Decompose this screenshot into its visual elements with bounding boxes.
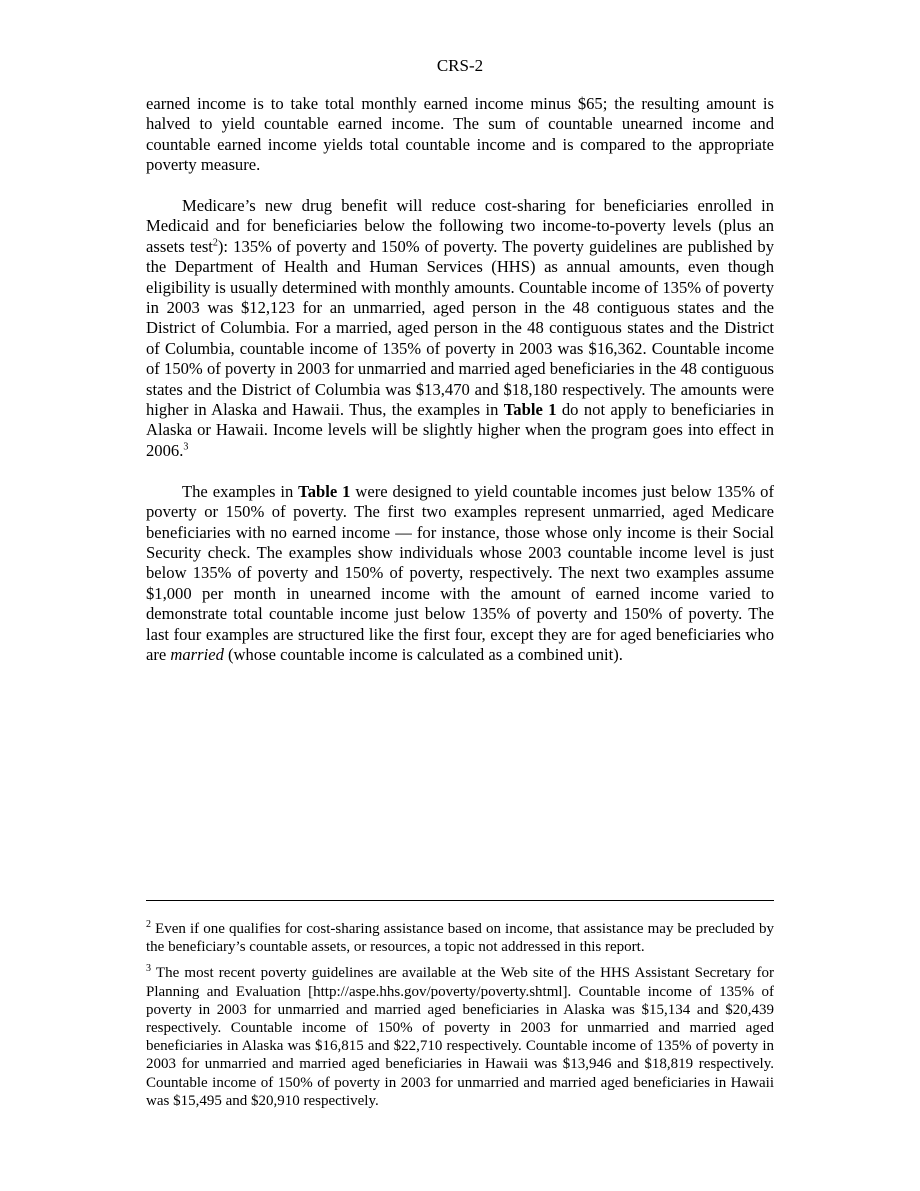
footnote-divider — [146, 900, 774, 901]
page-number-header: CRS-2 — [436, 56, 484, 75]
table-reference: Table 1 — [298, 481, 351, 501]
footnote-3 — [146, 964, 774, 1110]
body-text — [146, 94, 774, 686]
footnote-ref-2: 2 — [212, 237, 218, 249]
paragraph-text: do not apply to beneficiaries in Alaska or Hawaii. Income levels will be slightly higher when the program goes into effect in 2006. — [146, 400, 774, 460]
paragraph-continuation: earned income is to take total monthly earned income minus $65; the resulting amount is halved to yield countable earned income. The sum of countable unearned income and countable earned income yields total countable income and is compared to the appropriate poverty measure. — [146, 94, 774, 175]
paragraph-text: Medicare’s new drug benefit will reduce cost-sharing for beneficiaries enrolled in Medicaid and for beneficiaries below the following two income-to-poverty levels (plus an assets test — [146, 196, 774, 256]
paragraph-text: (whose countable income is calculated as a combined unit). — [223, 644, 623, 664]
footnote-2 — [146, 920, 774, 956]
table-reference: Table 1 — [503, 400, 557, 420]
paragraph-drug-benefit — [146, 196, 774, 461]
paragraph-text: ): 135% of poverty and 150% of poverty. The poverty guidelines are published by the Department of Health and Human Services (HHS) as annual amounts, even though eligibility is usually determined with monthly amounts. Countable income of 135% of poverty in 2003 was $12,123 for an unmarried, aged person in the 48 contiguous states and the District of Columbia. For a married, aged person in the 48 contiguous states and the District of Columbia, countable income of 135% of poverty in 2003 was $16,362. Countable income of 150% of poverty in 2003 for unmarried and married aged beneficiaries in the 48 contiguous states and the District of Columbia was $13,470 and $18,180 respectively. The amounts were higher in Alaska and Hawaii. Thus, the examples in — [146, 236, 774, 420]
footnote-ref-3: 3 — [183, 441, 189, 453]
footnote-text: Even if one qualifies for cost-sharing assistance based on income, that assistance may be precluded by the beneficiary’s countable assets, or resources, a topic not addressed in this report. — [146, 921, 774, 956]
footnote-number: 3 — [146, 963, 151, 975]
footnotes — [146, 920, 774, 1118]
emphasis-married: married — [170, 644, 224, 664]
paragraph-examples — [146, 482, 774, 666]
footnote-number: 2 — [146, 919, 151, 930]
paragraph-text: The examples in — [182, 481, 299, 501]
paragraph-text: were designed to yield countable incomes just below 135% of poverty or 150% of poverty. The first two examples represent unmarried, aged Medicare beneficiaries with no earned income — for instance, those whose only income is their Social Security check. The examples show individuals whose 2003 countable income level is just below 135% of poverty and 150% of poverty, respectively. The next two examples assume $1,000 per month in unearned income with the amount of earned income varied to demonstrate total countable income just below 135% of poverty and 150% of poverty. The last four examples are structured like the first four, except they are for aged beneficiaries who are — [146, 481, 774, 664]
footnote-text: The most recent poverty guidelines are available at the Web site of the HHS Assistant Secretary for Planning and Evaluation [http://aspe.hhs.gov/poverty/poverty.shtml]. Countable income of 135% of poverty in 2003 for unmarried and married aged beneficiaries in Alaska was $15,134 and $20,439 respectively. Countable income of 150% of poverty in 2003 for unmarried and married aged beneficiaries in Alaska was $16,815 and $22,710 respectively. Countable income of 135% of poverty in 2003 for unmarried and married aged beneficiaries in Hawaii was $13,946 and $18,819 respectively. Countable income of 150% of poverty in 2003 for unmarried and married aged beneficiaries in Hawaii was $15,495 and $20,910 respectively. — [146, 965, 774, 1109]
